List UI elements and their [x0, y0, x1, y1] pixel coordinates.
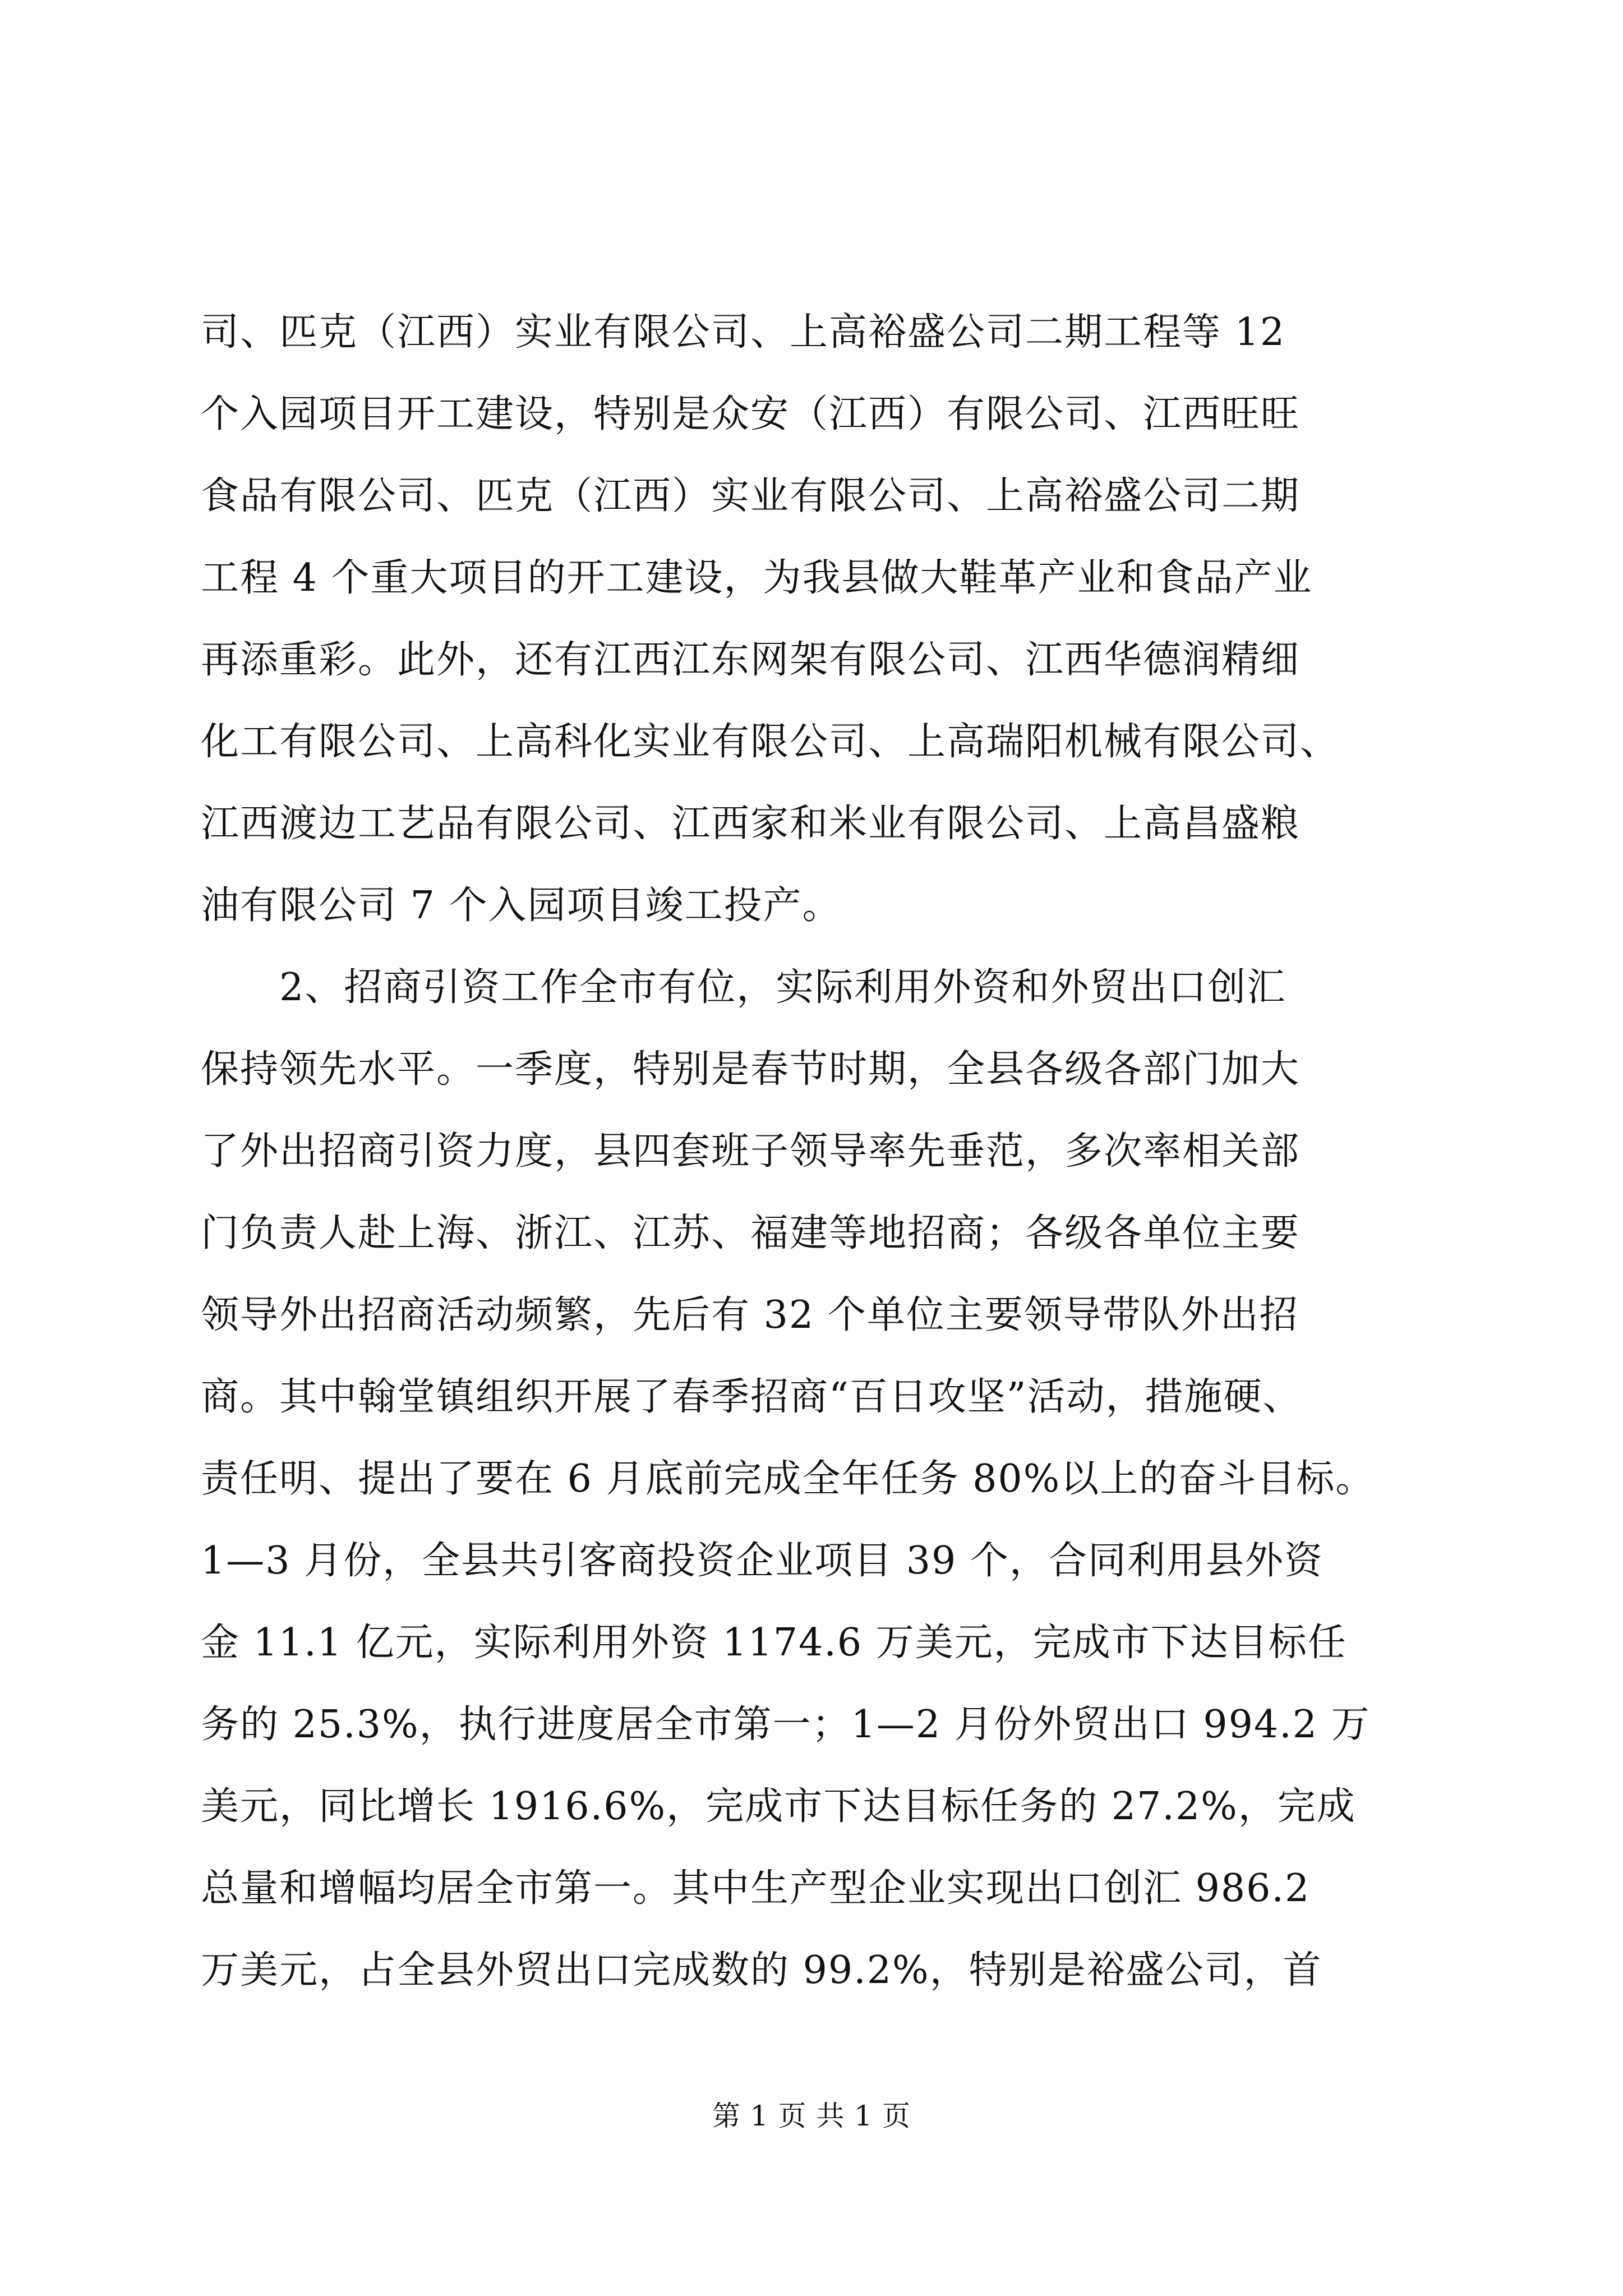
text-line: 门负责人赴上海、浙江、江苏、福建等地招商；各级各单位主要 [201, 1211, 1301, 1255]
text-line: 责任明、提出了要在 6 月底前完成全年任务 80%以上的奋斗目标。 [201, 1457, 1375, 1501]
paragraph-start-line: 2、招商引资工作全市有位，实际利用外资和外贸出口创汇 [279, 965, 1287, 1010]
text-line: 美元，同比增长 1916.6%，完成市下达目标任务的 27.2%，完成 [201, 1784, 1356, 1829]
text-line: 个入园项目开工建设，特别是众安（江西）有限公司、江西旺旺 [201, 392, 1301, 436]
text-line: 商。其中翰堂镇组织开展了春季招商“百日攻坚”活动，措施硬、 [201, 1375, 1302, 1419]
text-line: 总量和增幅均居全市第一。其中生产型企业实现出口创汇 986.2 [201, 1866, 1311, 1911]
document-body [201, 292, 1423, 2012]
text-line: 工程 4 个重大项目的开工建设，为我县做大鞋革产业和食品产业 [201, 556, 1313, 600]
text-line: 再添重彩。此外，还有江西江东网架有限公司、江西华德润精细 [201, 638, 1301, 682]
text-line: 保持领先水平。一季度，特别是春节时期，全县各级各部门加大 [201, 1047, 1301, 1092]
text-line: 1—3 月份，全县共引客商投资企业项目 39 个，合同利用县外资 [201, 1539, 1324, 1583]
text-line: 金 11.1 亿元，实际利用外资 1174.6 万美元，完成市下达目标任 [201, 1621, 1347, 1665]
text-line: 司、匹克（江西）实业有限公司、上高裕盛公司二期工程等 12 [201, 310, 1286, 355]
page-footer: 第 1 页 共 1 页 [712, 2100, 911, 2132]
text-line: 江西渡边工艺品有限公司、江西家和米业有限公司、上高昌盛粮 [201, 802, 1301, 846]
text-line: 了外出招商引资力度，县四套班子领导率先垂范，多次率相关部 [201, 1129, 1301, 1174]
text-line: 油有限公司 7 个入园项目竣工投产。 [201, 884, 842, 928]
text-line: 万美元，占全县外贸出口完成数的 99.2%，特别是裕盛公司，首 [201, 1948, 1322, 1993]
text-line: 领导外出招商活动频繁，先后有 32 个单位主要领导带队外出招 [201, 1293, 1299, 1337]
text-line: 务的 25.3%，执行进度居全市第一；1—2 月份外贸出口 994.2 万 [201, 1703, 1371, 1747]
text-line: 化工有限公司、上高科化实业有限公司、上高瑞阳机械有限公司、 [201, 720, 1340, 764]
text-line: 食品有限公司、匹克（江西）实业有限公司、上高裕盛公司二期 [201, 474, 1301, 518]
